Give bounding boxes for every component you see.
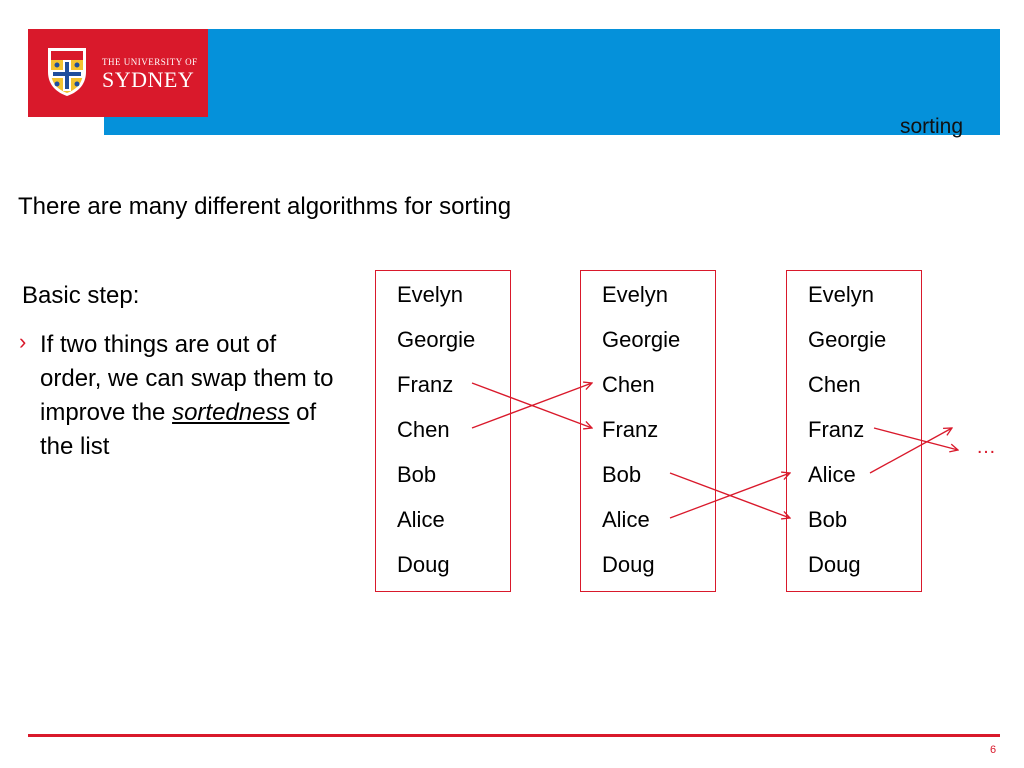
footer-divider: [28, 734, 1000, 737]
list-box-1: [375, 270, 511, 592]
list-item: Chen: [602, 372, 655, 397]
bullet-emphasis: sortedness: [172, 399, 290, 426]
list-item: Franz: [397, 372, 454, 397]
list-item: Georgie: [602, 327, 681, 352]
intro-text: There are many different algorithms for sorting: [18, 193, 512, 220]
section-title: sorting: [899, 115, 963, 138]
list-item: Evelyn: [397, 282, 464, 307]
basic-step-label: Basic step:: [22, 282, 140, 309]
continuation-ellipsis: …: [976, 436, 996, 458]
list-item: Evelyn: [808, 282, 875, 307]
list-box-3: [786, 270, 922, 592]
list-item: Doug: [602, 552, 655, 577]
list-item: Alice: [808, 462, 856, 487]
logo-sydney: SYDNEY: [102, 67, 195, 92]
list-item: Bob: [602, 462, 642, 487]
list-item: Franz: [808, 417, 865, 442]
bullet-text-after: of the list: [40, 399, 317, 460]
list-item: Doug: [808, 552, 861, 577]
bullet-marker-icon: ›: [19, 329, 27, 354]
list-item: Georgie: [397, 327, 476, 352]
logo-university-of: THE UNIVERSITY OF: [102, 57, 198, 67]
list-item: Georgie: [808, 327, 887, 352]
list-item: Franz: [602, 417, 659, 442]
list-item: Bob: [808, 507, 848, 532]
bullet-text-before: If two things are out of order, we can swap them to improve the: [40, 331, 334, 426]
list-item: Chen: [808, 372, 861, 397]
list-item: Doug: [397, 552, 450, 577]
page-number: 6: [990, 744, 997, 756]
list-item: Chen: [397, 417, 450, 442]
list-box-2: [580, 270, 716, 592]
list-item: Evelyn: [602, 282, 669, 307]
list-item: Alice: [397, 507, 445, 532]
list-item: Alice: [602, 507, 650, 532]
list-item: Bob: [397, 462, 437, 487]
